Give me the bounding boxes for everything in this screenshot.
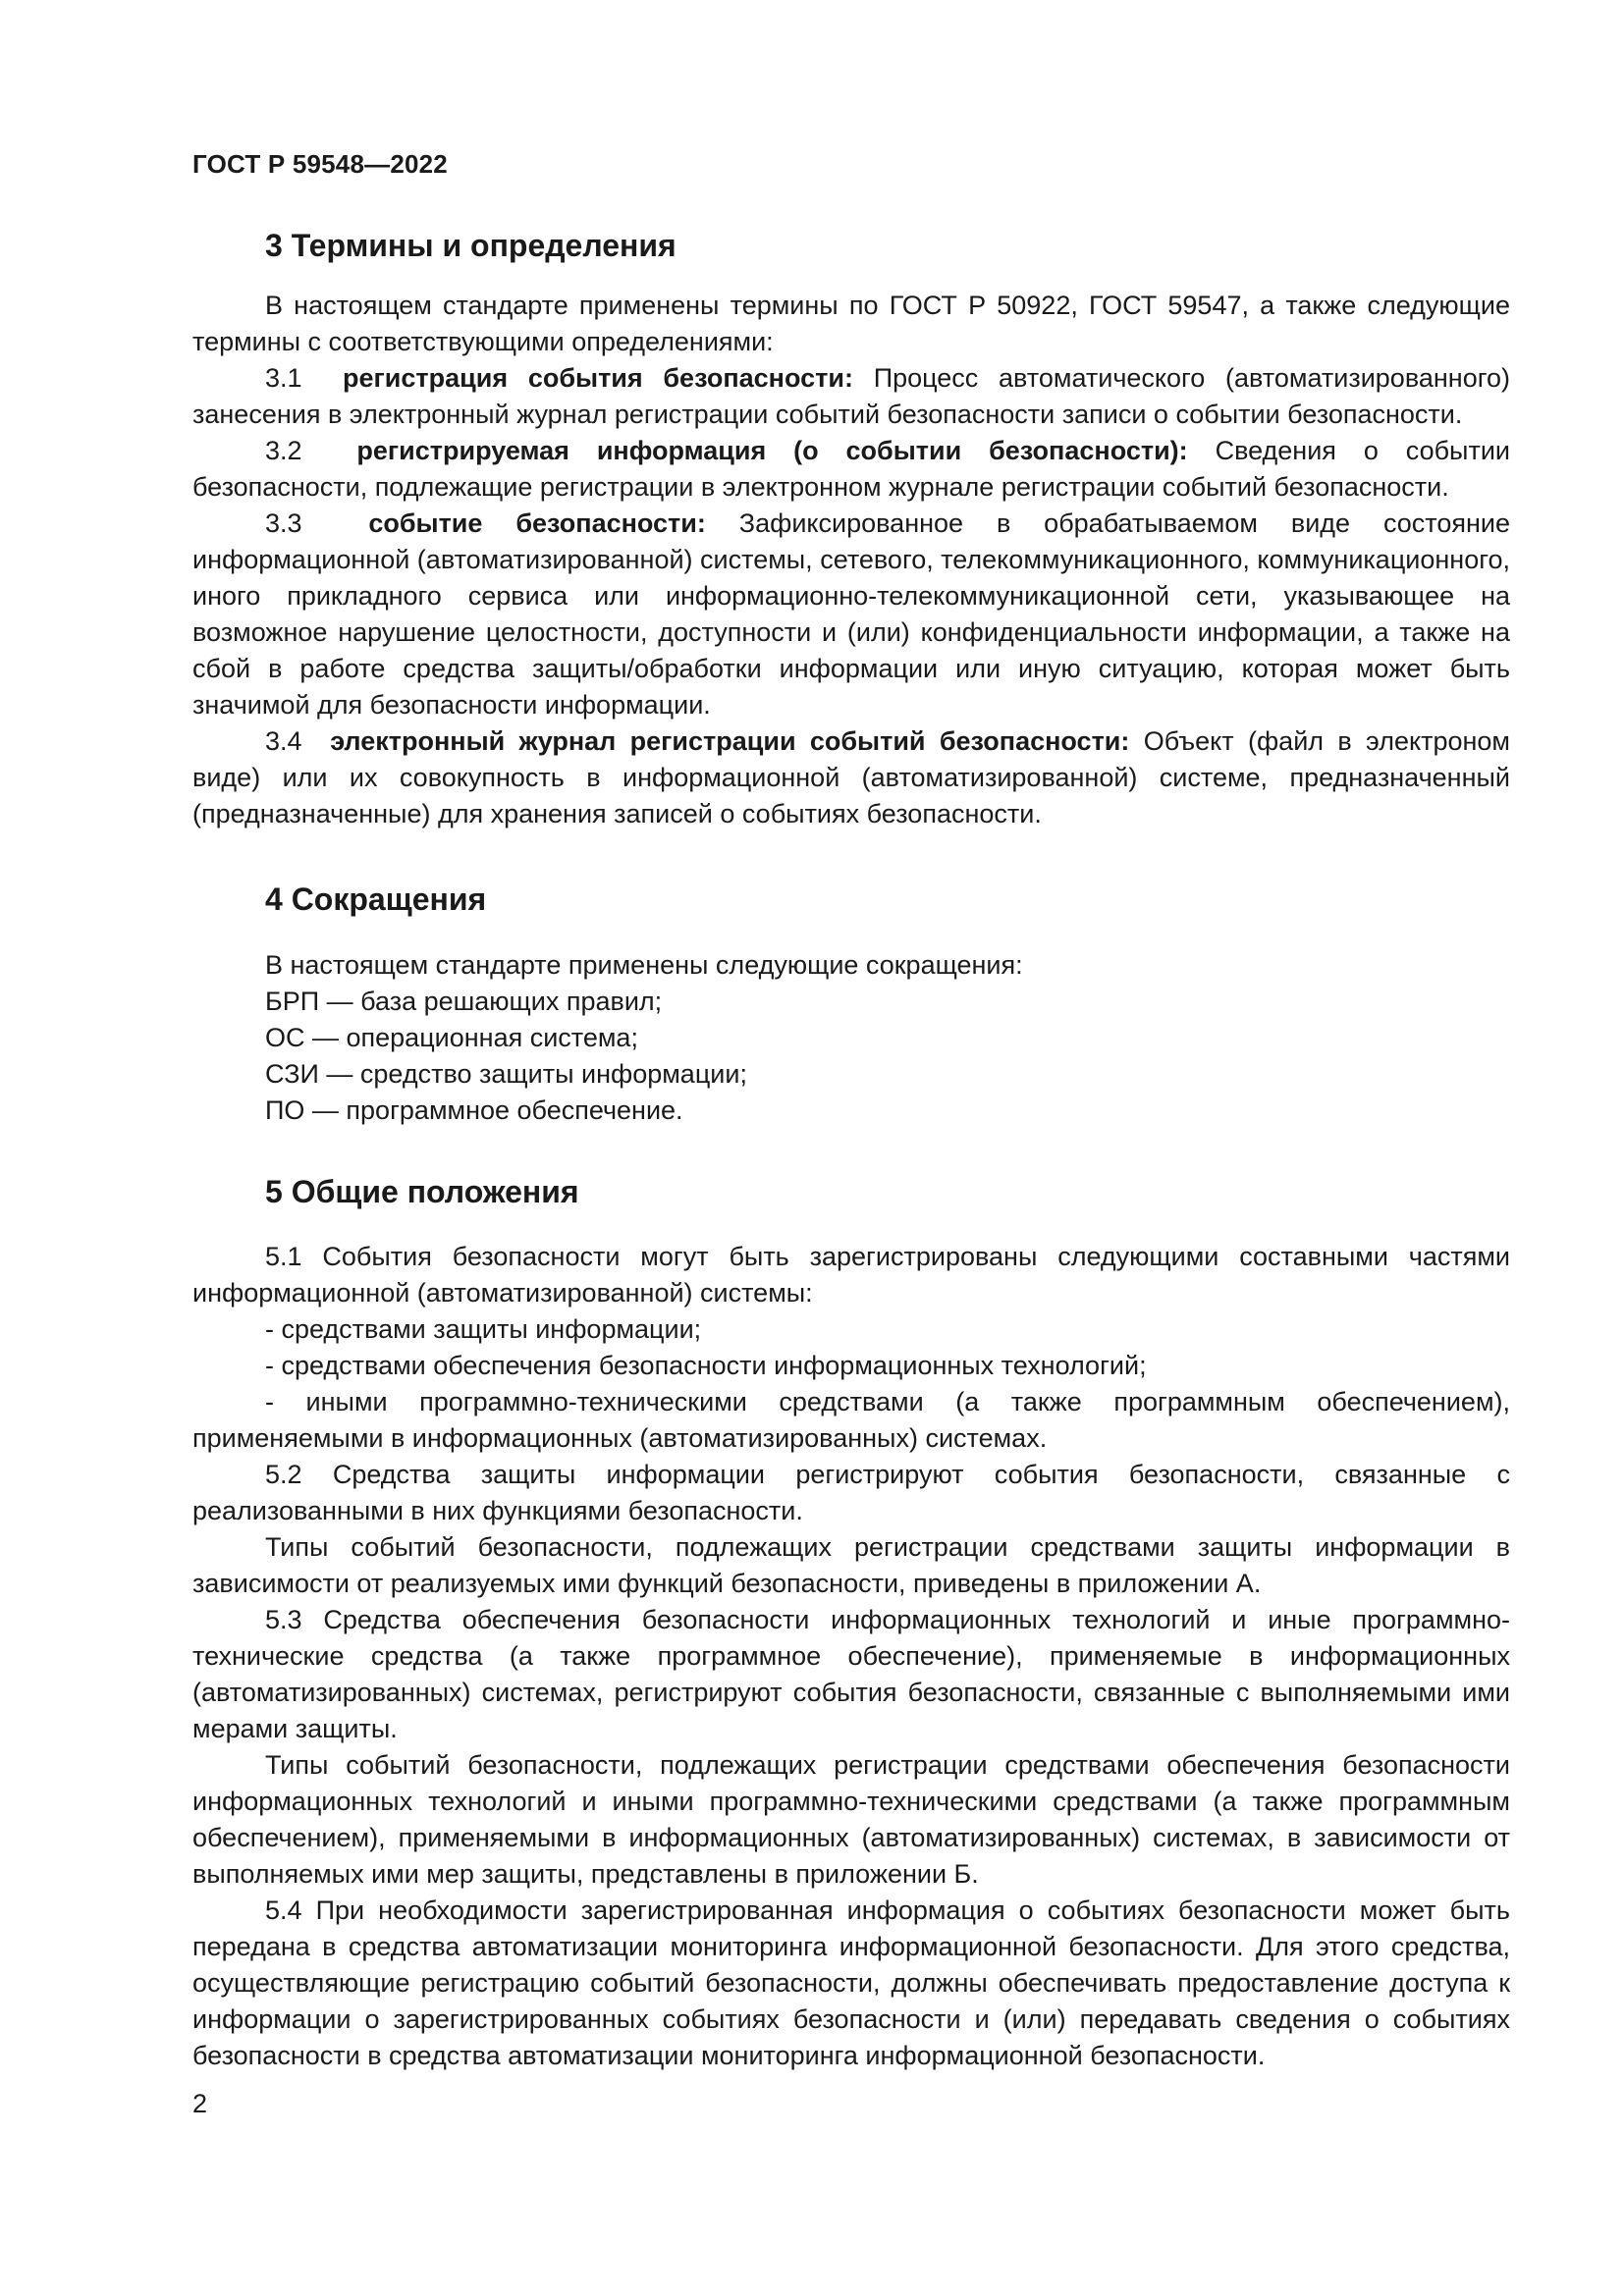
section-5-body <box>192 1239 1510 2074</box>
list-item: - средствами защиты информации; <box>265 1314 702 1344</box>
abbreviation-item: ПО — программное обеспечение. <box>265 1095 683 1125</box>
term-3-1: регистрация события безопасности: <box>343 363 853 393</box>
abbreviation-item: ОС — операционная система; <box>265 1023 638 1052</box>
section-3-intro: В настоящем стандарте применены термины по ГОСТ Р 50922, ГОСТ 59547, а также следующие термины с соответствующими определениями: <box>192 291 1510 356</box>
paragraph-5-3: 5.3 Средства обеспечения безопасности информационных технологий и иные программно-технические средства (а также программное обеспечение), применяемые в информационных (автоматизированных) системах, регистрируют события безопасности, связанные с выполняемыми ими мерами защиты. <box>192 1605 1510 1743</box>
list-item: - средствами обеспечения безопасности информационных технологий; <box>265 1351 1147 1380</box>
definition-3-3: 3.3 событие безопасности: Зафиксированное в обрабатываемом виде состояние информационной (автоматизированной) системы, сетевого, телекоммуникационного, коммуникационного, иного прикладного сервиса или информационно-телекоммуникационной сети, указывающее на возможное нарушение целостности, доступности и (или) конфиденциальности информации, а также на сбой в работе средства защиты/обработки информации или иную ситуацию, которая может быть значимой для безопасности информации. <box>192 508 1510 720</box>
definition-3-4: 3.4 электронный журнал регистрации событий безопасности: Объект (файл в электроном виде) или их совокупность в информационной (автоматизированной) системе, предназначенный (предназначенные) для хранения записей о событиях безопасности. <box>192 726 1510 828</box>
abbreviation-item: СЗИ — средство защиты информации; <box>265 1059 747 1089</box>
paragraph-5-2: 5.2 Средства защиты информации регистрируют события безопасности, связанные с реализованными в них функциями безопасности. <box>192 1460 1510 1525</box>
section-4-intro: В настоящем стандарте применены следующие сокращения: <box>265 950 1023 980</box>
term-3-2: регистрируемая информация (о событии безопасности): <box>356 436 1188 465</box>
paragraph-5-4: 5.4 При необходимости зарегистрированная информация о событиях безопасности может быть передана в средства автоматизации мониторинга информационной безопасности. Для этого средства, осуществляющие регистрацию событий безопасности, должны обеспечивать предоставление доступа к информации о зарегистрированных событиях безопасности и (или) передавать сведения о событиях безопасности в средства автоматизации мониторинга информационной безопасности. <box>192 1896 1510 2070</box>
section-4-body <box>192 947 1510 1129</box>
definition-3-1: 3.1 регистрация события безопасности: Процесс автоматического (автоматизированного) занесения в электронный журнал регистрации событий безопасности записи о событии безопасности. <box>192 363 1510 429</box>
section-3-body <box>192 288 1510 832</box>
paragraph-5-2-types: Типы событий безопасности, подлежащих регистрации средствами защиты информации в зависимости от реализуемых ими функций безопасности, приведены в приложении А. <box>192 1532 1510 1598</box>
page-number: 2 <box>192 2089 208 2118</box>
section-4-heading: 4 Сокращения <box>265 881 487 917</box>
list-item: - иными программно-техническими средствами (а также программным обеспечением), применяемыми в информационных (автоматизированных) системах. <box>192 1387 1510 1453</box>
definition-3-2: 3.2 регистрируемая информация (о событии безопасности): Сведения о событии безопасности, подлежащие регистрации в электронном журнале регистрации событий безопасности. <box>192 436 1510 502</box>
document-header: ГОСТ Р 59548—2022 <box>192 149 448 179</box>
paragraph-5-3-types: Типы событий безопасности, подлежащих регистрации средствами обеспечения безопасности информационных технологий и иными программно-техническими средствами (а также программным обеспечением), применяемыми в информационных (автоматизированных) системах, в зависимости от выполняемых ими мер защиты, представлены в приложении Б. <box>192 1750 1510 1889</box>
term-3-4: электронный журнал регистрации событий безопасности: <box>330 726 1130 756</box>
abbreviation-item: БРП — база решающих правил; <box>265 987 663 1016</box>
paragraph-5-1: 5.1 События безопасности могут быть зарегистрированы следующими составными частями информационной (автоматизированной) системы: <box>192 1242 1510 1308</box>
term-3-3: событие безопасности: <box>368 508 706 538</box>
section-5-heading: 5 Общие положения <box>265 1174 579 1209</box>
section-3-heading: 3 Термины и определения <box>265 228 677 263</box>
